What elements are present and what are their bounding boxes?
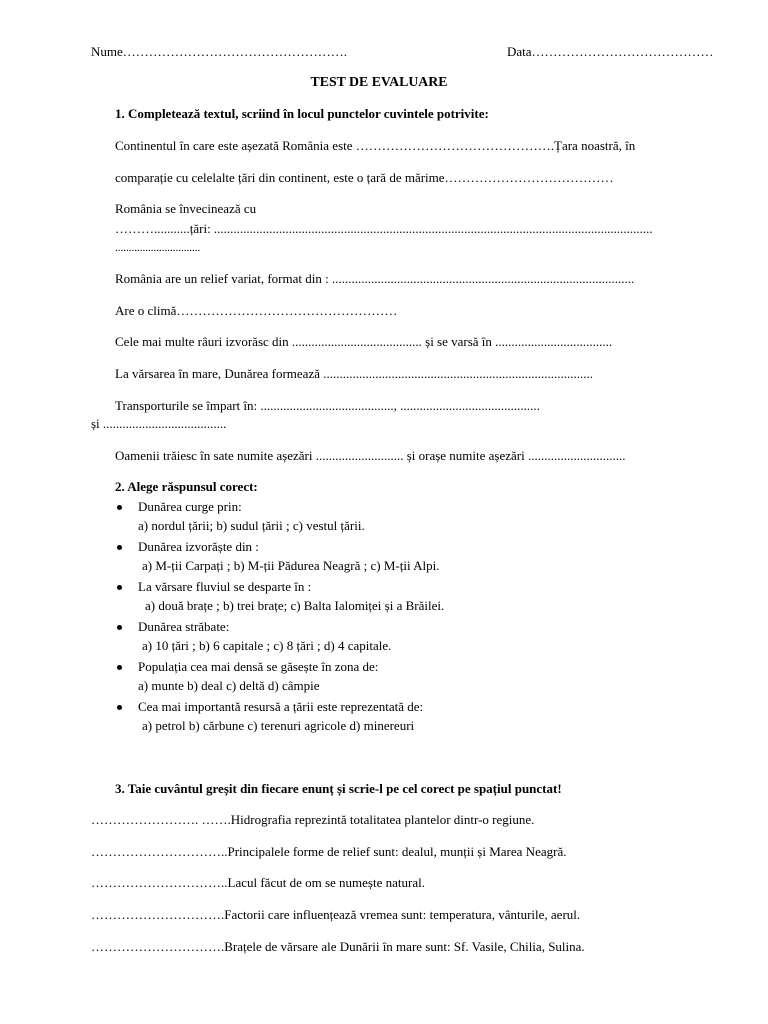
question-text: Populația cea mai densă se găsește în zona de: <box>138 659 379 674</box>
fill-line: La vărsarea în mare, Dunărea formează ................................................................................... <box>115 366 593 381</box>
correction-line: ………………………….Factorii care influențează vremea sunt: temperatura, vânturile, aerul. <box>91 907 581 922</box>
answer-options: a) 10 țări ; b) 6 capitale ; c) 8 țări ; d) 4 capitale. <box>142 638 392 653</box>
answer-options: a) două brațe ; b) trei brațe; c) Balta Ialomiței și a Brăilei. <box>145 598 445 613</box>
question-text: Dunărea izvorăște din : <box>138 539 259 554</box>
correction-line: ………………………….Brațele de vărsare ale Dunării în mare sunt: Sf. Vasile, Chilia, Sulina. <box>91 939 585 954</box>
bullet-icon <box>117 585 122 590</box>
correction-line: …………………………..Lacul făcut de om se numește natural. <box>91 875 425 890</box>
fill-line: Continentul în care este așezată România este ……………………………………….Țara noastră, în <box>115 138 636 153</box>
question-text: Dunărea curge prin: <box>138 499 242 514</box>
question-text: Dunărea străbate: <box>138 619 230 634</box>
fill-line: și ...................................... <box>91 416 227 431</box>
question-text: La vărsare fluviul se desparte în : <box>138 579 312 594</box>
correction-line: …………………………..Principalele forme de relief sunt: dealul, munții și Marea Neagră. <box>91 844 567 859</box>
section3-heading: 3. Taie cuvântul greșit din fiecare enunț și scrie-l pe cel corect pe spațiul punctat! <box>115 781 562 796</box>
fill-line: comparație cu celelalte țări din continent, este o țară de mărime………………………………… <box>115 170 614 185</box>
answer-options: a) petrol b) cărbune c) terenuri agricole d) minereuri <box>142 718 415 733</box>
answer-options: a) munte b) deal c) deltă d) câmpie <box>138 678 320 693</box>
bullet-icon <box>117 625 122 630</box>
fill-line: România se învecinează cu <box>115 201 257 216</box>
fill-line: ............................... <box>115 242 201 254</box>
question-text: Cea mai importantă resursă a țării este reprezentată de: <box>138 699 424 714</box>
section1-heading: 1. Completează textul, scriind în locul punctelor cuvintele potrivite: <box>115 106 489 121</box>
fill-line: ………...........țări: ....................................................................................................................................... <box>115 221 653 236</box>
bullet-icon <box>117 505 122 510</box>
fill-line: România are un relief variat, format din : ............................................................................................. <box>115 271 635 286</box>
answer-options: a) nordul țării; b) sudul țării ; c) vestul țării. <box>138 518 365 533</box>
bullet-icon <box>117 545 122 550</box>
bullet-icon <box>117 665 122 670</box>
bullet-icon <box>117 705 122 710</box>
section2-heading: 2. Alege răspunsul corect: <box>115 479 258 494</box>
fill-line: Are o climă…………………………………………… <box>115 303 398 318</box>
name-field-line: Nume……………………………………………. <box>91 44 348 59</box>
fill-line: Cele mai multe râuri izvorăsc din ........................................ și se varsă în .................................... <box>115 334 613 349</box>
correction-line: ……………………. …….Hidrografia reprezintă totalitatea plantelor dintr-o regiune. <box>91 812 535 827</box>
date-field-line: Data…………………………………… <box>507 44 714 59</box>
fill-line: Transporturile se împart în: ........................................., ........................................... <box>115 398 540 413</box>
answer-options: a) M-ții Carpați ; b) M-ții Pădurea Neagră ; c) M-ții Alpi. <box>142 558 440 573</box>
page-title: TEST DE EVALUARE <box>310 75 448 90</box>
fill-line: Oamenii trăiesc în sate numite așezări ........................... și orașe numite așezări .............................. <box>115 448 626 463</box>
